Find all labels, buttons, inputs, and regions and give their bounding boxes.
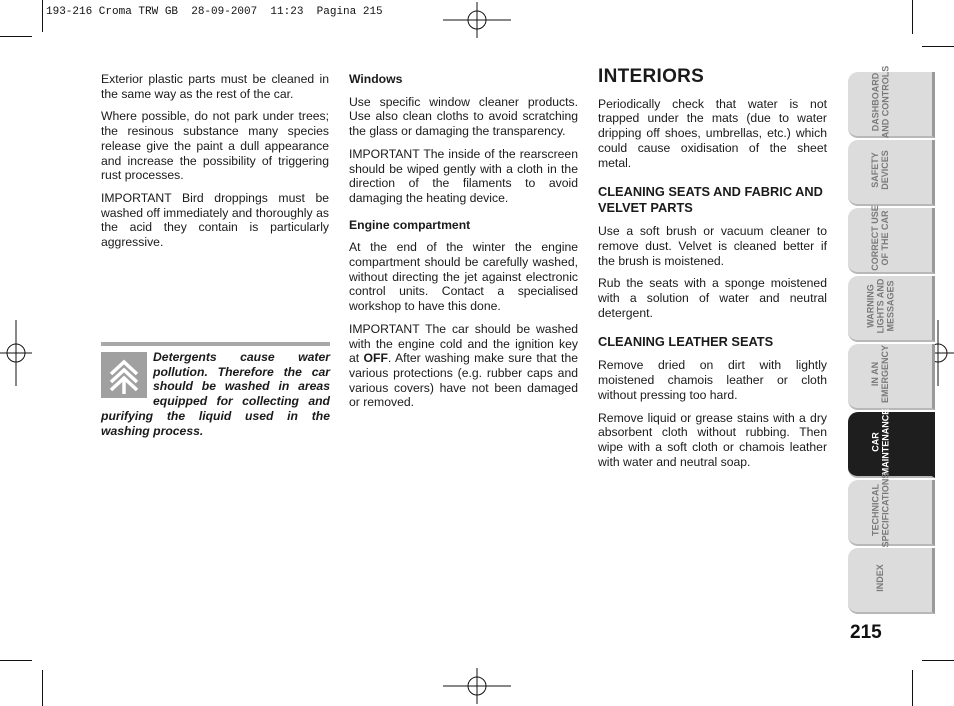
paragraph: Remove dried on dirt with lightly moistened chamois leather or cloth without pressing too hard. [598,358,827,402]
tab-index[interactable] [848,548,935,614]
crop-mark-tr-h [922,46,954,47]
paragraph: Remove liquid or grease stains with a dry absorbent cloth without rubbing. Then wipe with a soft cloth or chamois leather with water and neutral soap. [598,410,827,469]
ignition-off-keyword: OFF [363,351,388,366]
tab-label: INDEX [874,564,885,592]
registration-mark-bottom [443,668,511,704]
seats-heading: CLEANING SEATS AND FABRIC AND VELVET PARTS [598,184,823,216]
tab-in-an-emergency[interactable] [848,344,935,410]
tab-label: IN AN EMERGENCY [869,344,890,404]
paragraph: Rub the seats with a sponge moistened with a solution of water and neutral detergent. [598,276,827,320]
page-number: 215 [850,622,882,643]
registration-mark-top [443,2,511,38]
tab-label: CAR MAINTENANCE [870,408,890,476]
print-header: 193-216 Croma TRW GB 28-09-2007 11:23 Pagina 215 [46,6,383,18]
tab-label: CORRECT USE OF THE CAR [870,205,891,271]
warning-text: Detergents cause water pollution. Therefore the car should be washed in areas equipped for collecting and purifying the liquid used in the washing process. [101,350,330,438]
warning-rule [101,342,330,346]
paragraph: Use a soft brush or vacuum cleaner to remove dust. Velvet is cleaned better if the brush is moistened. [598,224,827,268]
tab-correct-use-of-the-car[interactable] [848,205,935,274]
crop-mark-bl-h [0,660,32,661]
warning-triangles-icon [101,352,147,398]
crop-mark-tr-v [912,0,913,34]
engine-heading: Engine compartment [349,217,471,232]
crop-mark-br-h [922,660,954,661]
column-interiors [598,66,827,477]
tab-car-maintenance[interactable] [848,408,935,478]
registration-mark-left [0,320,32,386]
crop-mark-tl-h [0,36,32,37]
tab-technical-specifications[interactable] [848,472,935,548]
paragraph: IMPORTANT The inside of the rearscreen should be wiped gently with a cloth in the direction of the filaments to avoid damaging the heating device. [349,146,578,205]
paragraph: At the end of the winter the engine compartment should be carefully washed, without directing the jet against electronic control units. Contact a specialised workshop to have this done. [349,240,578,314]
paragraph: Where possible, do not park under trees; the resinous substance many species release give the paint a dull appearance and increase the possibility of triggering rust processes. [101,109,329,183]
paragraph: Use specific window cleaner products. Use also clean cloths to avoid scratching the glass or damaging the transparency. [349,94,578,139]
tab-warning-lights-and-messages[interactable] [848,276,935,342]
paragraph: Exterior plastic parts must be cleaned in the same way as the rest of the car. [101,72,329,101]
tab-label: DASHBOARD AND CONTROLS [870,65,890,139]
section-title: INTERIORS [598,66,705,87]
column-exterior [101,72,329,258]
tab-safety-devices[interactable] [848,140,935,206]
crop-mark-tl-v [42,0,43,32]
tab-dashboard-and-controls[interactable] [848,65,935,139]
paragraph: Periodically check that water is not trapped under the mats (due to water dripping off shoes, umbrellas, etc.) which could cause oxidisation of the sheet metal. [598,96,827,170]
tab-label: WARNING LIGHTS AND MESSAGES [864,278,895,334]
column-windows-engine [349,72,578,418]
paragraph: IMPORTANT Bird droppings must be washed off immediately and thoroughly as the acid they contain is particularly aggressive. [101,190,329,250]
crop-mark-bl-v [42,670,43,706]
tab-label: TECHNICAL SPECIFICATIONS [870,472,890,548]
text-run: IMPORTANT The car should be washed with the engine cold and the ignition key at [349,321,578,366]
tab-label: SAFETY DEVICES [869,150,890,190]
text-run: . After washing make sure that the various protections (e.g. rubber caps and various covers) have not been damaged or removed. [349,351,578,410]
crop-mark-br-v [912,670,913,706]
paragraph [349,322,578,410]
windows-heading: Windows [349,72,403,86]
leather-heading: CLEANING LEATHER SEATS [598,334,774,350]
environment-warning-box [101,342,330,438]
